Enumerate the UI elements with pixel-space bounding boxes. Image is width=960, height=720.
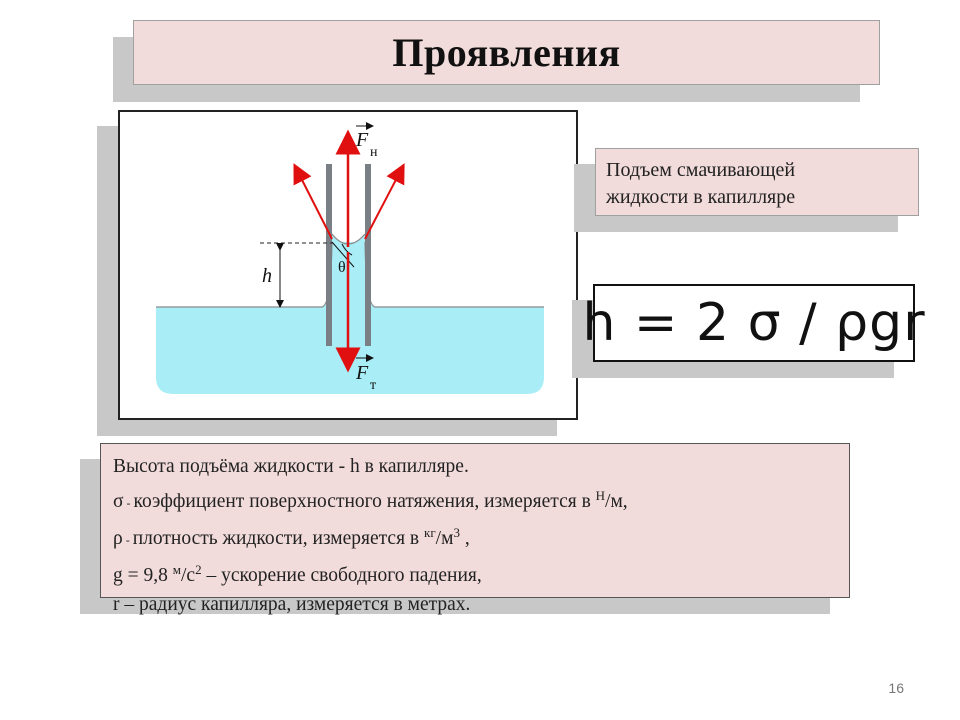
formula-box — [582, 284, 926, 362]
force-t-label: F — [356, 362, 369, 384]
liquid-bath — [156, 242, 544, 394]
caption-line-1: Подъем смачивающей — [606, 159, 796, 181]
title-box — [133, 20, 880, 85]
tube-wall-left — [326, 164, 332, 346]
desc-line-sigma: σ - коэффициент поверхностного натяжения, измеряется в $^Н$/м, — [113, 488, 628, 512]
capillary-diagram — [118, 110, 578, 420]
theta-label: θ — [338, 259, 346, 276]
desc-line-radius: r – радиус капилляра, измеряется в метрах. — [113, 594, 471, 615]
description-box — [100, 443, 850, 615]
caption-line-2: жидкости в капилляре — [606, 186, 796, 208]
desc-line-g: g = 9,8 $^м/с^2$ – ускорение свободного падения, — [113, 562, 482, 586]
force-t-subscript: т — [370, 378, 377, 393]
height-label: h — [262, 265, 272, 287]
capillary-formula: h = 2 σ / ρgr — [582, 293, 926, 353]
force-n-label: F — [356, 129, 369, 151]
page-number: 16 — [888, 680, 904, 696]
sigma-symbol: σ — [113, 491, 124, 512]
rho-symbol: ρ — [113, 528, 123, 549]
tube-wall-right — [365, 164, 371, 346]
desc-line-rho: ρ - плотность жидкости, измеряется в $^{кг}/м^3$ , — [113, 525, 470, 549]
page-title: Проявления — [392, 30, 621, 75]
capillary-diagram-svg — [120, 112, 576, 418]
liquid-surface — [156, 242, 332, 307]
caption-box — [595, 148, 919, 216]
desc-line-height: Высота подъёма жидкости - h в капилляре. — [113, 456, 469, 477]
force-n-subscript: н — [370, 145, 378, 160]
